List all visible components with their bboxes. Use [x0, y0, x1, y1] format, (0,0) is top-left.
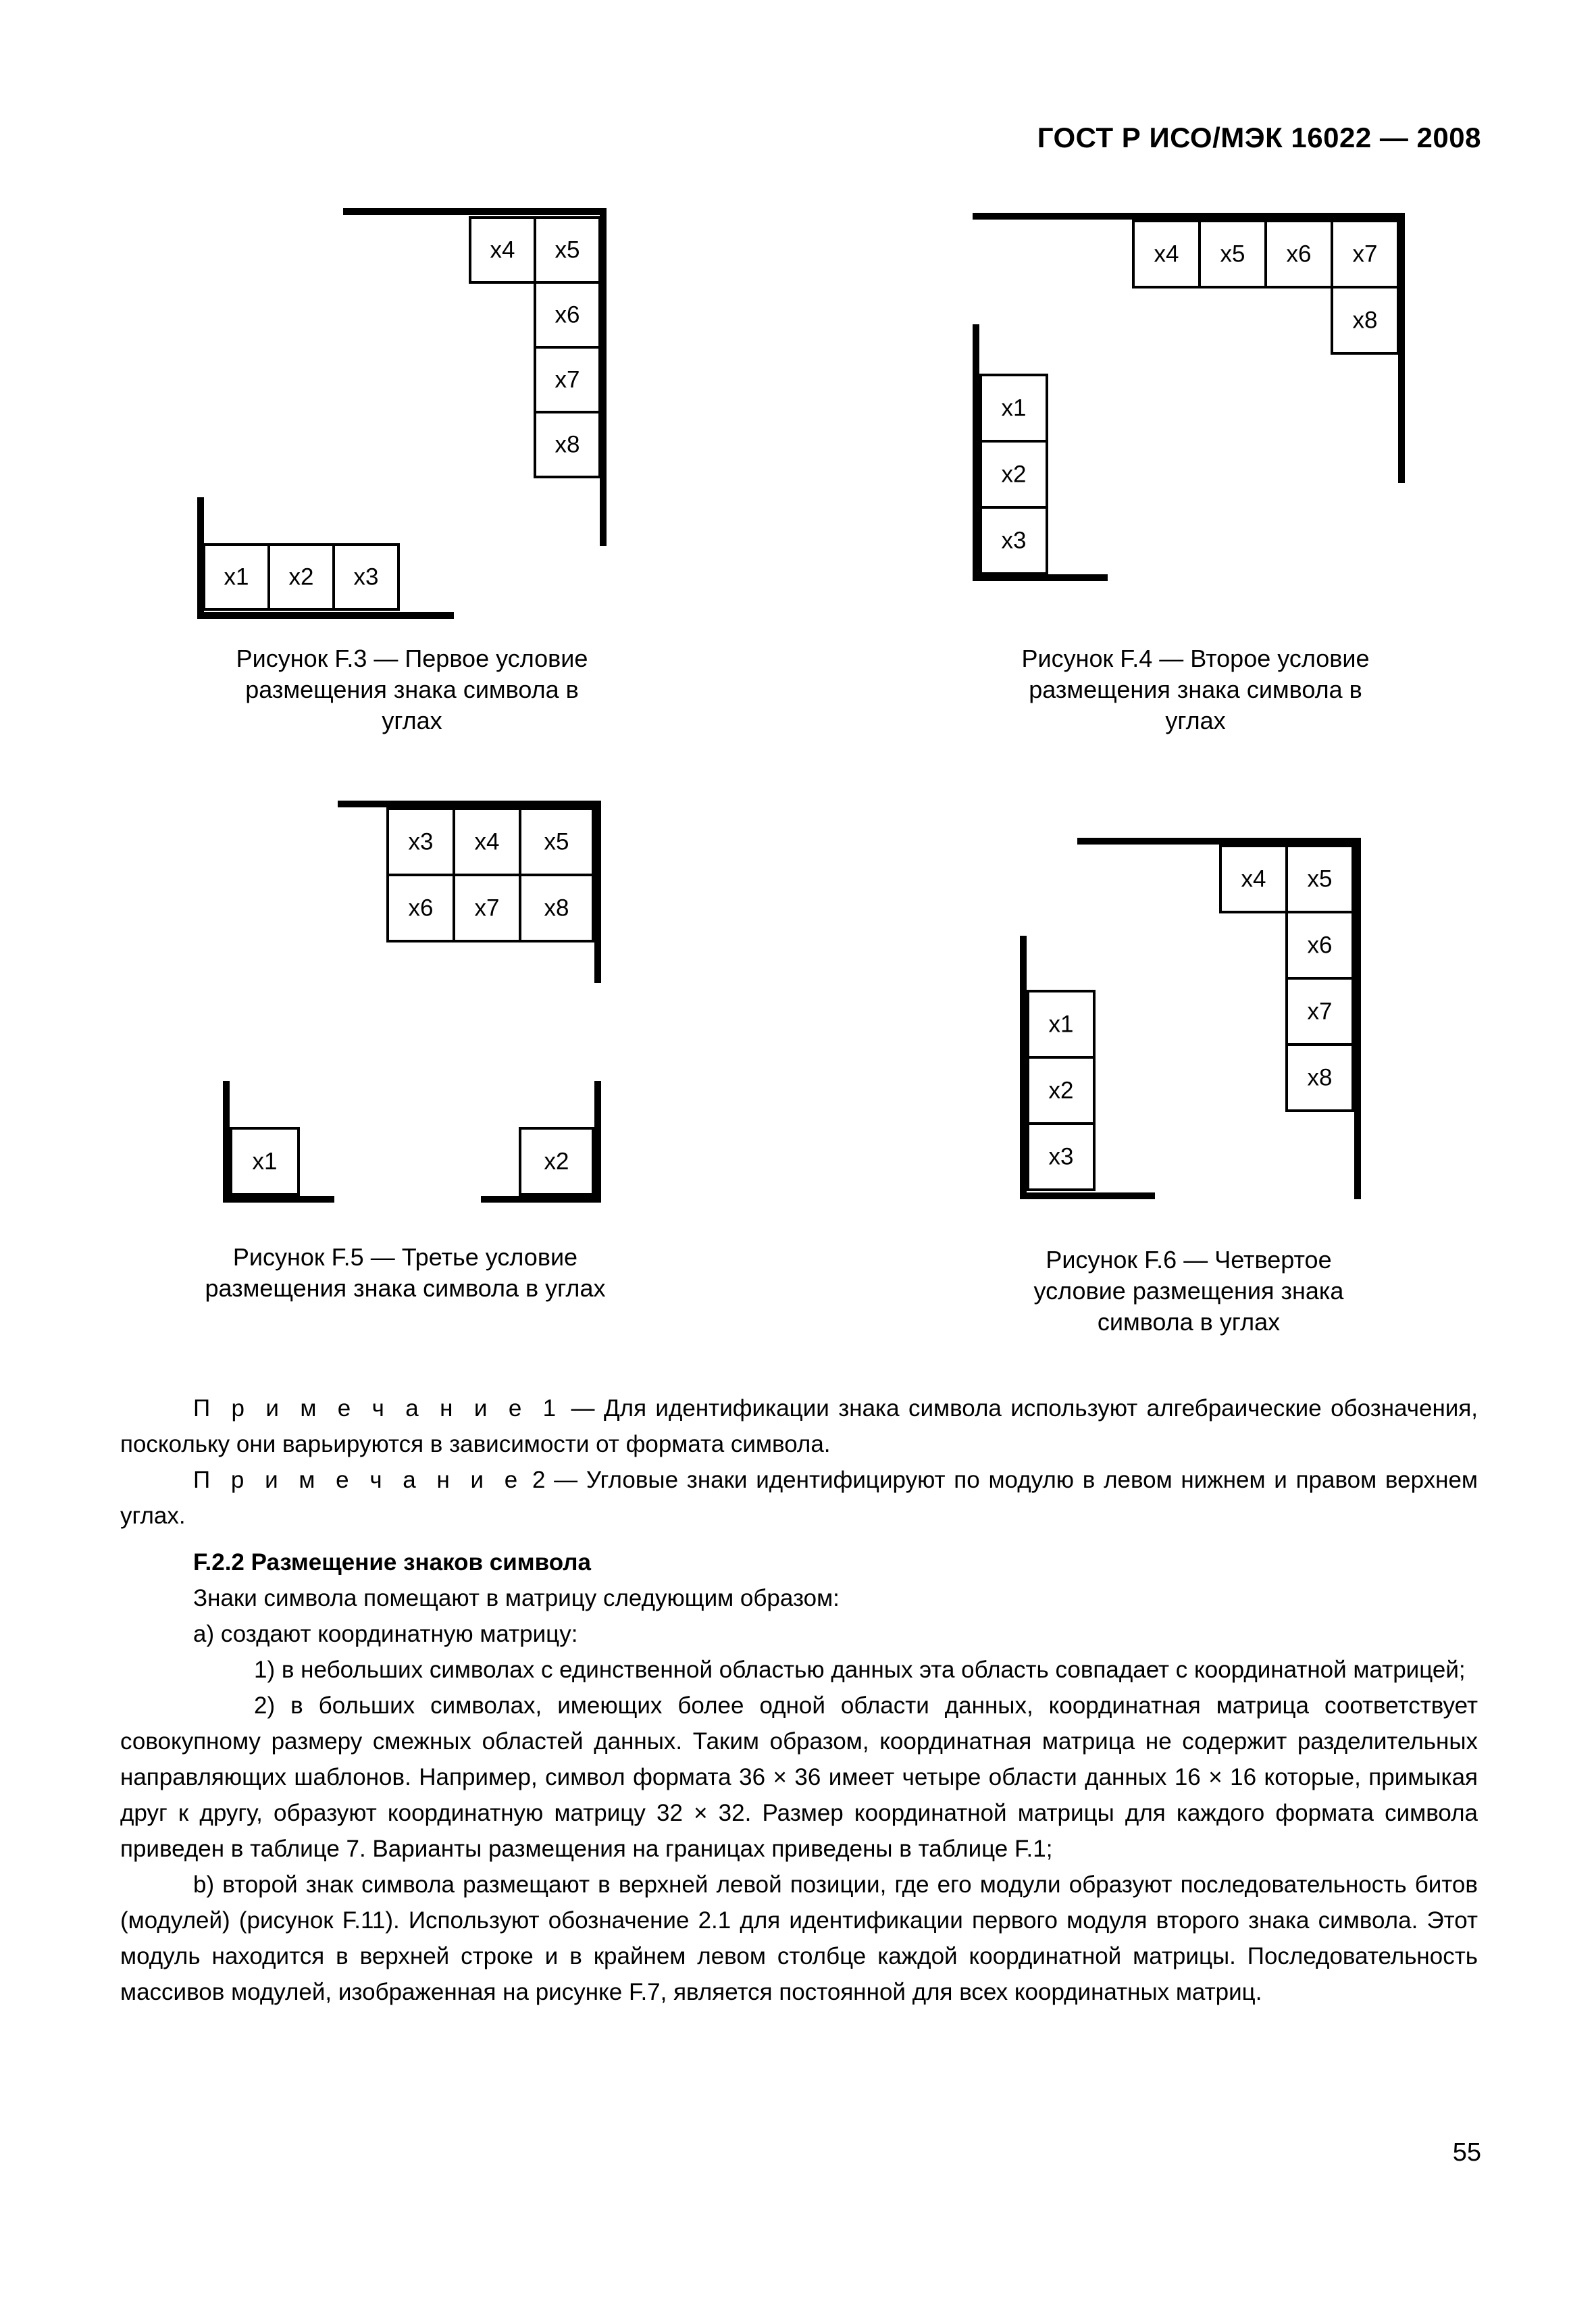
- svg-text:x5: x5: [1307, 865, 1333, 892]
- cell-x4: [1220, 846, 1287, 912]
- svg-text:x6: x6: [555, 301, 580, 328]
- svg-text:x1: x1: [252, 1148, 278, 1175]
- svg-text:x2: x2: [1001, 461, 1027, 488]
- svg-text:x2: x2: [544, 1148, 569, 1175]
- cell-x1: [204, 545, 269, 609]
- cell-x5: [520, 809, 593, 875]
- cell-x2: [269, 545, 334, 609]
- cell-x7: [535, 347, 600, 412]
- figure-f3-caption: Рисунок F.3 — Первое условие размещения знака символа в углах: [236, 645, 588, 734]
- svg-text:x5: x5: [1220, 241, 1245, 268]
- svg-text:x7: x7: [555, 366, 580, 393]
- svg-text:x5: x5: [544, 828, 569, 855]
- cell-x5: [1200, 221, 1266, 287]
- figure-f4: [966, 206, 1412, 591]
- figure-f6-caption: Рисунок F.6 — Четвертое условие размещения знака символа в углах: [1033, 1246, 1344, 1336]
- svg-text:x4: x4: [1154, 241, 1179, 268]
- note-1: П р и м е ч а н и е 1 — Для идентификации знака символа используют алгебраические обозначения, поскольку они варьируются в зависимости от формата символа.: [120, 1395, 1478, 1457]
- svg-text:x3: x3: [1001, 527, 1027, 554]
- svg-text:x6: x6: [1307, 932, 1333, 959]
- paragraph-intro: Знаки символа помещают в матрицу следующим образом:: [193, 1585, 840, 1611]
- figure-f5-diagram: [216, 797, 615, 1203]
- cell-x4: [470, 218, 535, 282]
- cell-x1: [231, 1128, 299, 1194]
- svg-text:x4: x4: [1241, 865, 1266, 892]
- cell-x1: [1028, 991, 1094, 1057]
- cell-x8: [520, 875, 593, 941]
- document-header: ГОСТ Р ИСО/МЭК 16022 — 2008: [1037, 122, 1481, 153]
- cell-x4: [1133, 221, 1200, 287]
- cell-x1: [981, 375, 1047, 441]
- svg-text:x7: x7: [1307, 998, 1333, 1025]
- cell-x3: [334, 545, 398, 609]
- svg-text:x7: x7: [1352, 241, 1378, 268]
- svg-text:x8: x8: [1352, 307, 1378, 334]
- svg-text:x3: x3: [408, 828, 434, 855]
- cell-x6: [388, 875, 454, 941]
- cell-x5: [1287, 846, 1353, 912]
- svg-text:x5: x5: [555, 236, 580, 263]
- figure-f5-caption: Рисунок F.5 — Третье условие размещения знака символа в углах: [205, 1243, 606, 1302]
- page-number: 55: [1452, 2138, 1481, 2167]
- figure-f3-diagram: [189, 203, 621, 628]
- cell-x8: [1332, 287, 1398, 353]
- svg-text:x6: x6: [408, 895, 434, 922]
- figure-f4-diagram: [966, 206, 1412, 591]
- svg-text:x6: x6: [1286, 241, 1312, 268]
- svg-text:x4: x4: [474, 828, 500, 855]
- svg-text:x1: x1: [1001, 395, 1027, 422]
- svg-text:x3: x3: [353, 563, 379, 590]
- paragraph-a1: 1) в небольших символах с единственной областью данных эта область совпадает с координатной матрицей;: [254, 1657, 1466, 1683]
- cell-x3: [981, 507, 1047, 574]
- svg-text:x8: x8: [1307, 1064, 1333, 1091]
- svg-text:x7: x7: [474, 895, 500, 922]
- section-heading: F.2.2 Размещение знаков символа: [193, 1549, 591, 1576]
- figure-f3: [189, 203, 621, 628]
- paragraph-a: а) создают координатную матрицу:: [193, 1621, 578, 1647]
- svg-text:x1: x1: [1048, 1011, 1074, 1038]
- figure-f6: [1013, 834, 1378, 1213]
- svg-text:x2: x2: [1048, 1077, 1074, 1104]
- cell-x7: [1287, 978, 1353, 1045]
- cell-x8: [535, 412, 600, 477]
- cell-x3: [388, 809, 454, 875]
- cell-x6: [1266, 221, 1332, 287]
- svg-text:x8: x8: [544, 895, 569, 922]
- cell-x5: [535, 218, 600, 282]
- cell-x7: [1332, 221, 1398, 287]
- cell-x8: [1287, 1045, 1353, 1111]
- cell-x2: [1028, 1057, 1094, 1124]
- cell-x7: [454, 875, 520, 941]
- paragraph-a2: 2) в больших символах, имеющих более одной области данных, координатная матрица соответствует совокупному размеру смежных областей данных. Таким образом, координатная матрица не содержит разделительных направляющих шаблонов. Например, символ формата 36 × 36 имеет четыре области данных 16 × 16 которые, примыкая друг к другу, образуют координатную матрицу 32 × 32. Размер координатной матрицы для каждого формата символа приведен в таблице 7. Варианты размещения на границах приведены в таблице F.1;: [120, 1692, 1478, 1862]
- cell-x4: [454, 809, 520, 875]
- figure-f5: [216, 797, 615, 1203]
- svg-text:x8: x8: [555, 431, 580, 458]
- svg-text:x1: x1: [224, 563, 249, 590]
- paragraph-b: b) второй знак символа размещают в верхней левой позиции, где его модули образуют последовательность битов (модулей) (рисунок F.11). Используют обозначение 2.1 для идентификации первого модуля второго знака символа. Этот модуль находится в верхней строке и в крайнем левом столбце каждой координатной матрицы. Последовательность массивов модулей, изображенная на рисунке F.7, является постоянной для всех координатных матриц.: [120, 1871, 1478, 2005]
- figure-f4-caption: Рисунок F.4 — Второе условие размещения знака символа в углах: [1021, 645, 1370, 734]
- cell-x6: [535, 282, 600, 347]
- cell-x2: [981, 441, 1047, 507]
- figure-f6-diagram: [1013, 834, 1378, 1213]
- cell-x3: [1028, 1124, 1094, 1190]
- cell-x6: [1287, 912, 1353, 978]
- svg-text:x2: x2: [288, 563, 314, 590]
- note-2: П р и м е ч а н и е 2 — Угловые знаки идентифицируют по модулю в левом нижнем и правом верхнем углах.: [120, 1467, 1478, 1529]
- cell-x2: [520, 1128, 593, 1194]
- body-text: [120, 1390, 1478, 2010]
- svg-text:x4: x4: [490, 236, 515, 263]
- svg-text:x3: x3: [1048, 1143, 1074, 1170]
